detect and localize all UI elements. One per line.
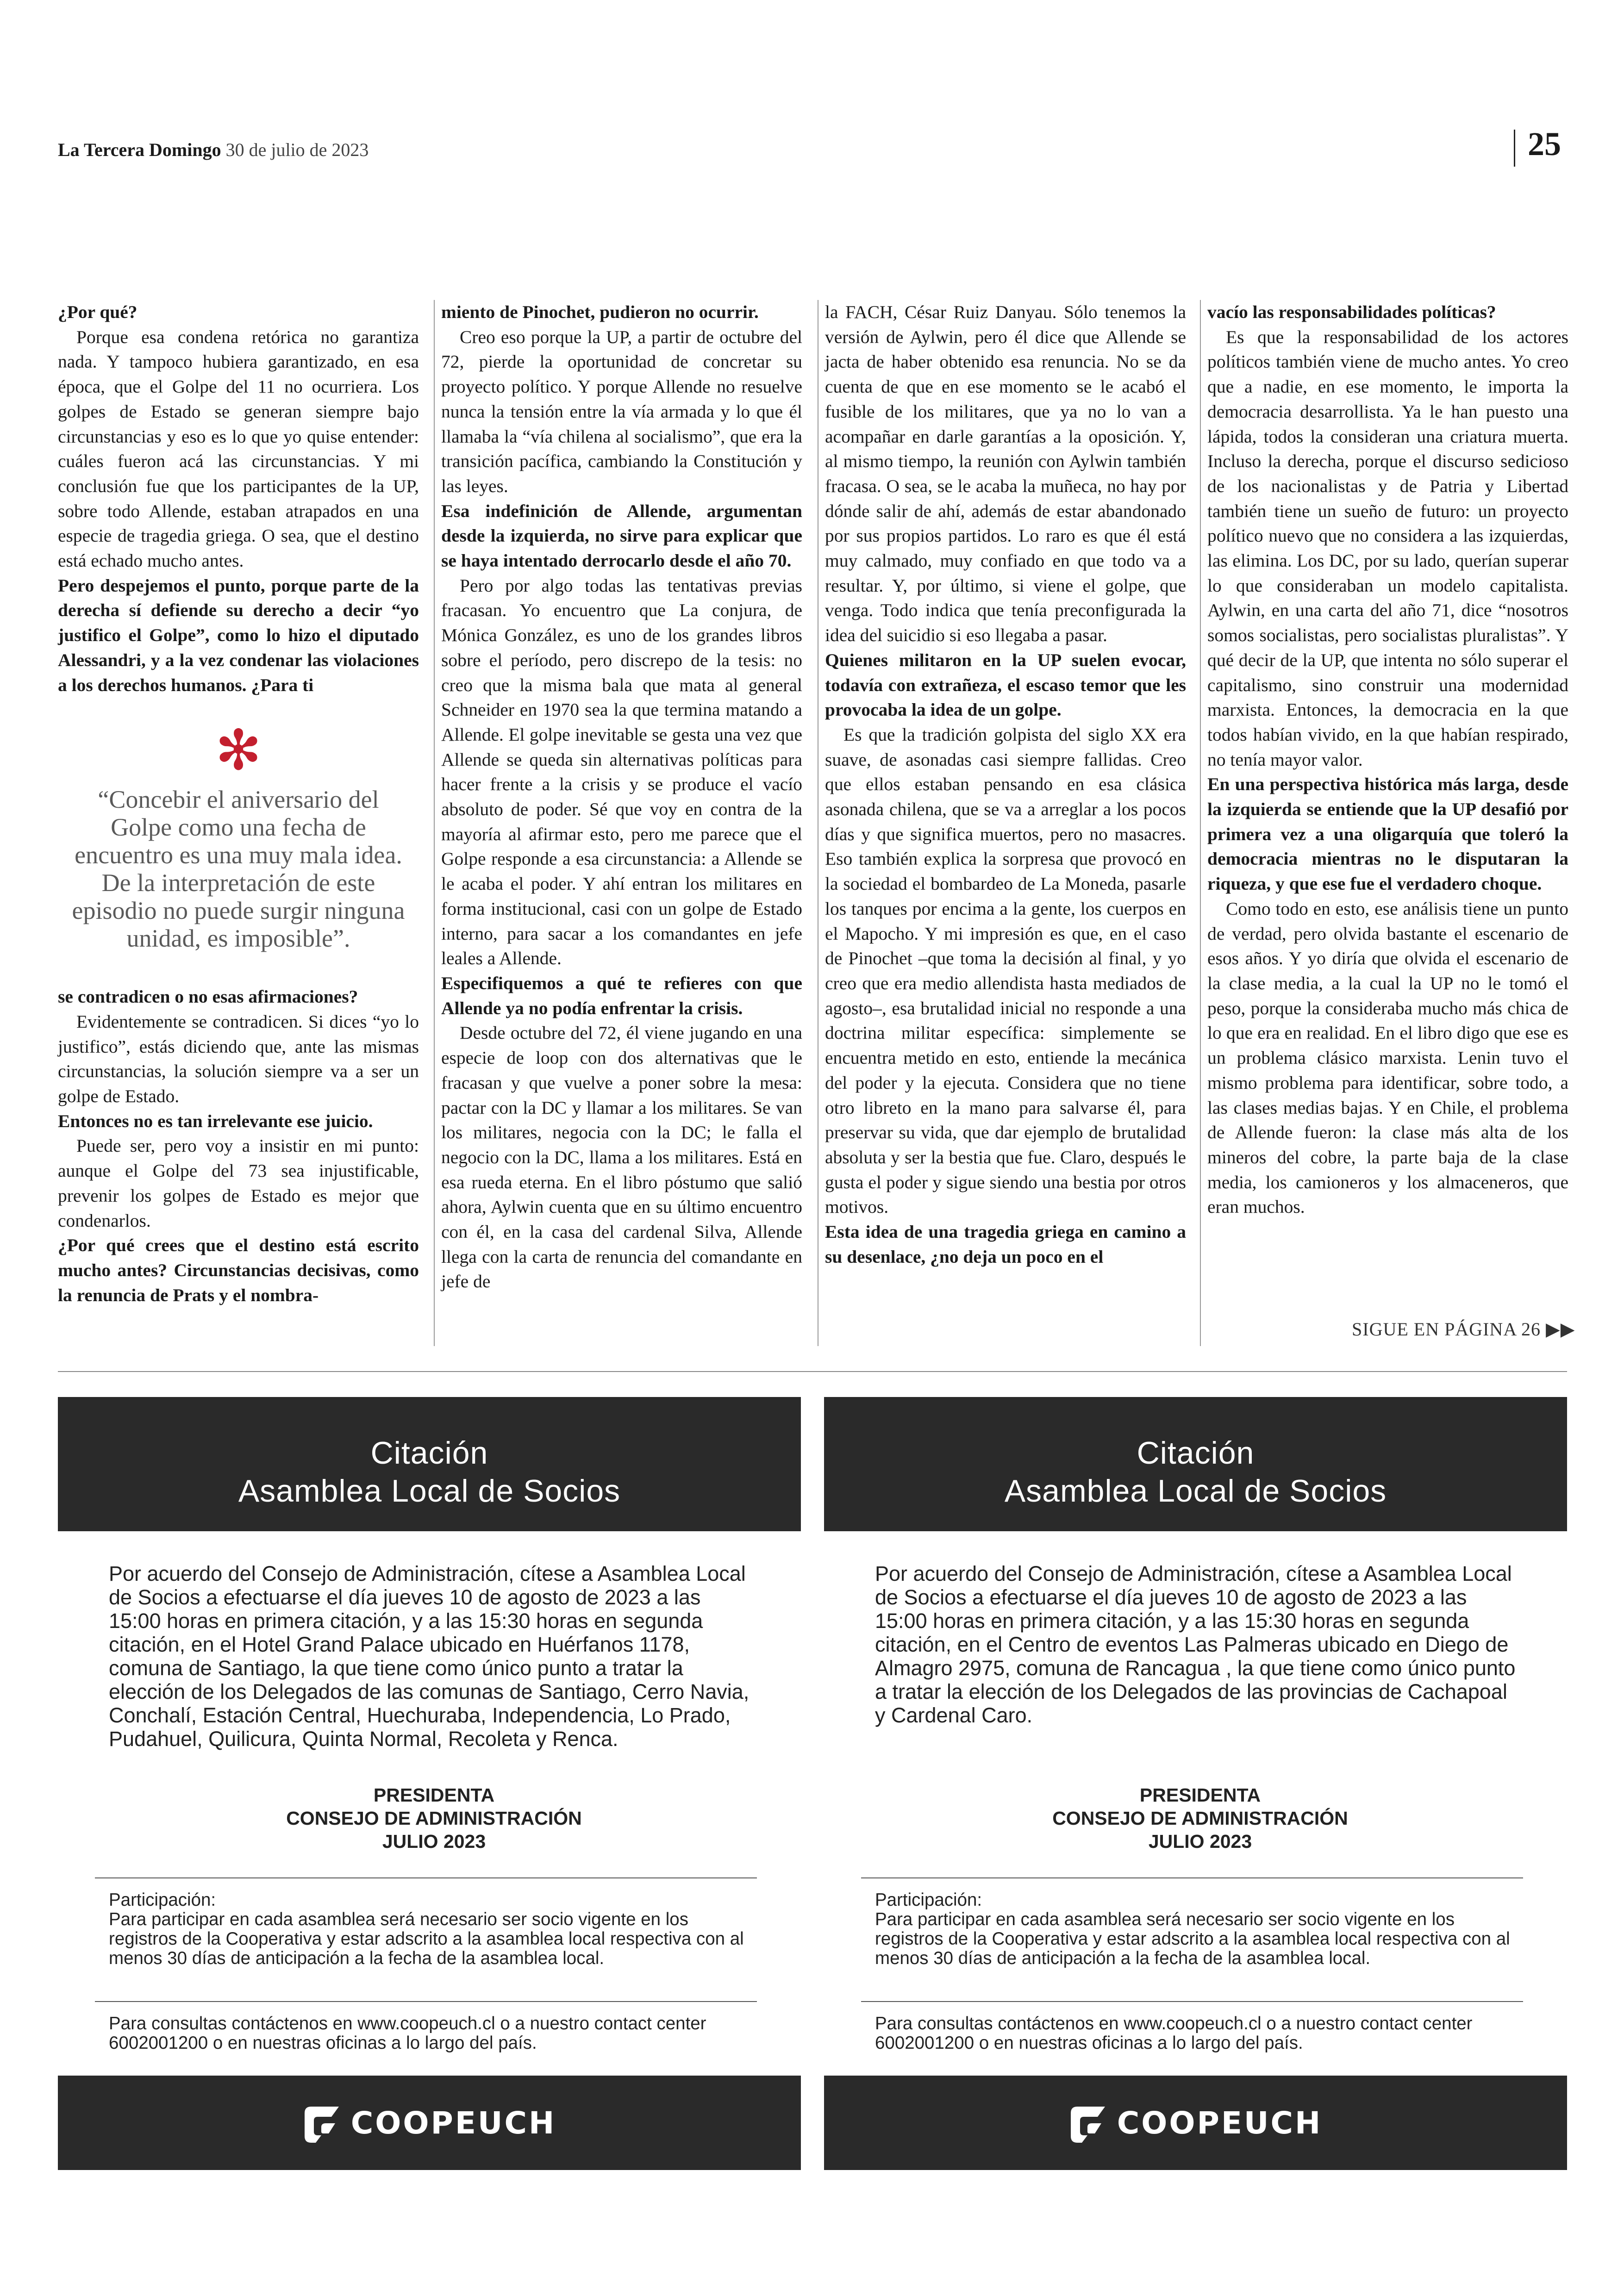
interview-question: Esta idea de una tragedia griega en camino a su desenlace, ¿no deja un poco en el [825, 1222, 1186, 1267]
pullquote: “Concebir el aniversario del Golpe como una fecha de encuentro es una muy mala idea. De la interpretación de este episodio no puede surgir ninguna unidad, es imposible”. [72, 786, 405, 953]
ad-footer [824, 2076, 1567, 2170]
col2-paragraphs [441, 300, 802, 1294]
asterisk-icon: ✻ [215, 718, 262, 783]
interview-question: En una perspectiva histórica más larga, desde la izquierda se entiende que la UP desafió por primera vez a una oligarquía que toleró la democracia mientras no le disputaran la riqueza, y que ese fue el verdadero choque. [1207, 774, 1568, 894]
ad-participation [109, 1890, 757, 1968]
continued-on-page: SIGUE EN PÁGINA 26 ▶▶ [1352, 1319, 1575, 1340]
interview-answer: Como todo en esto, ese análisis tiene un punto de verdad, pero olvida bastante el escenario de esos años. Y yo diría que olvida el escenario de la clase media, a la cual la UP no le tomó el peso, porque la consideraba mucho más chica de lo que era en realidad. En el libro digo que ese es un problema clásico marxista. Lenin tuvo el mismo problema para identificar, sobre todo, a las clases medias bajas. Y en Chile, el problema de Allende fueron: la clase más alta de los mineros del cobre, la parte baja de la clase media, los camioneros y los almaceneros, que eran muchos. [1207, 898, 1568, 1217]
interview-question: vacío las responsabilidades políticas? [1207, 302, 1496, 322]
ad-rule [95, 2001, 757, 2002]
pullquote-block [58, 718, 419, 953]
col1b-paragraphs [58, 985, 419, 1308]
col4-paragraphs [1207, 300, 1568, 1220]
signature-org: CONSEJO DE ADMINISTRACIÓN [1052, 1808, 1348, 1829]
interview-question: Pero despejemos el punto, porque parte de la derecha sí defiende su derecho a decir “yo justifico el Golpe”, como lo hizo el diputado Alessandri, y a la vez condenar las violaciones a los derechos humanos. ¿Para ti [58, 575, 419, 695]
page-number: 25 [1528, 125, 1561, 162]
signature-role: PRESIDENTA [373, 1784, 495, 1806]
participation-title: Participación: [875, 1890, 982, 1910]
signature-role: PRESIDENTA [1139, 1784, 1261, 1806]
interview-question: miento de Pinochet, pudieron no ocurrir. [441, 302, 759, 322]
ad-rule [861, 1877, 1523, 1878]
article-column-4 [1207, 300, 1568, 1220]
interview-answer: Puede ser, pero voy a insistir en mi punto: aunque el Golpe del 73 sea injustificable, prevenir los golpes de Estado es mejor que condenarlos. [58, 1135, 419, 1231]
ad-footer [58, 2076, 801, 2170]
interview-answer: Es que la responsabilidad de los actores políticos también viene de mucho antes. Yo creo que a nadie, en ese momento, le importa la democracia desarrollista. Ya le han puesto una lápida, todos la consideran una criatura muerta. Incluso la derecha, porque el discurso sedicioso de los nacionalistas y de Patria y Libertad también tiene un sueño de futuro: un proyecto político nuevo que no considera a las izquierdas, las elimina. Los DC, por su lado, querían superar lo que consideraban un modelo capitalista. Aylwin, en una carta del año 71, dice “nosotros somos socialistas, pero socialistas pluralistas”. Y qué decir de la UP, que intenta no sólo superar el capitalismo, sino construir una modernidad marxista. Entonces, la democracia en la que todos habían vivido, en la que habían respirado, no tenía mayor valor. [1207, 326, 1568, 770]
ad-title: Citación [1137, 1435, 1255, 1471]
ad-contact: Para consultas contáctenos en www.coopeuch.cl o a nuestro contact center 6002001200 o en nuestras oficinas a lo largo del país. [875, 2014, 1473, 2053]
interview-answer: Creo eso porque la UP, a partir de octubre del 72, pierde la oportunidad de concretar su proyecto político. Y porque Allende no resuelve nunca la tensión entre la vía armada y lo que él llamaba la “vía chilena al socialismo”, que era la transición pacífica, cambiando la Constitución y las leyes. [441, 326, 802, 496]
participation-body: Para participar en cada asamblea será necesario ser socio vigente en los registros de la Cooperativa y estar adscrito a la asamblea local respectiva con al menos 30 días de anticipación a la fecha de la asamblea local. [109, 1909, 744, 1968]
ad-rule [95, 1877, 757, 1878]
interview-question: Quienes militaron en la UP suelen evocar, todavía con extrañeza, el escaso temor que les provocaba la idea de un golpe. [825, 649, 1186, 720]
interview-question: Esa indefinición de Allende, argumentan desde la izquierda, no sirve para explicar que se haya intentado derrocarlo desde el año 70. [441, 500, 802, 571]
ad-body: Por acuerdo del Consejo de Administración, cítese a Asamblea Local de Socios a efectuarse el día jueves 10 de agosto de 2023 a las 15:00 horas en primera citación, y a las 15:30 horas en segunda citación, en el Hotel Grand Palace ubicado en Huérfanos 1178, comuna de Santiago, la que tiene como único punto a tratar la elección de los Delegados de las comunas de Santiago, Cerro Navia, Conchalí, Estación Central, Huechuraba, Independencia, Lo Prado, Pudahuel, Quilicura, Quinta Normal, Recoleta y Renca. [109, 1562, 750, 1751]
interview-answer: Porque esa condena retórica no garantiza nada. Y tampoco hubiera garantizado, en esa época, que el Golpe del 11 no ocurriera. Los golpes de Estado se generan siempre bajo circunstancias y eso es lo que yo quise entender: cuáles fueron acá las circunstancias. Y mi conclusión fue que los participantes de la UP, sobre todo Allende, estaban atrapados en una especie de tragedia griega. O sea, que el destino está echado mucho antes. [58, 326, 419, 571]
ad-subtitle: Asamblea Local de Socios [1004, 1473, 1387, 1509]
ad-title: Citación [370, 1435, 488, 1471]
newspaper-name: La Tercera Domingo [58, 139, 221, 160]
coopeuch-ad-rancagua [824, 1397, 1567, 2170]
ad-header [58, 1397, 801, 1531]
signature-date: JULIO 2023 [1148, 1831, 1252, 1852]
interview-question: ¿Por qué crees que el destino está escrito mucho antes? Circunstancias decisivas, como la renuncia de Prats y el nombra- [58, 1235, 419, 1305]
masthead [58, 139, 369, 161]
column-divider [1200, 300, 1201, 1346]
participation-title: Participación: [109, 1890, 216, 1910]
coopeuch-logo [1069, 2103, 1322, 2143]
interview-answer: Es que la tradición golpista del siglo XX era suave, de asonadas casi siempre fallidas. Creo que ellos estaban pensando en esa clásica asonada chilena, que se va a arreglar a los pocos días y que significa muertos, pero no masacres. Eso también explica la sorpresa que provocó en la sociedad el bombardeo de La Moneda, pasarle los tanques por encima a la gente, los cuerpos en el Mapocho. Y mi impresión es que, en el caso de Pinochet –que toma la decisión al final, y yo creo que era medio allendista hasta mediados de agosto–, esa brutalidad inicial no responde a una doctrina militar específica: simplemente se encuentra metido en esto, entiende la mecánica del poder y la ejecuta. Considera que no tiene otro libreto en la mano para salvarse él, para preservar su vida, que dar ejemplo de brutalidad absoluta y ser la bestia que fue. Claro, después le gusta el poder y sigue siendo una bestia por otros motivos. [825, 724, 1186, 1217]
ad-header [824, 1397, 1567, 1531]
interview-answer: la FACH, César Ruiz Danyau. Sólo tenemos la versión de Aylwin, pero él dice que Allende se jacta de haber obtenido esa renuncia. No se da cuenta de que en ese momento se le acabó el fusible de los militares, que ya no lo van a acompañar en darle garantías a la oposición. Y, al mismo tiempo, la reunión con Aylwin también fracasa. O sea, se le acaba la muñeca, no hay por dónde salir de ahí, además de estar abandonado por sus propios partidos. Lo raro es que él está muy calmado, muy confiado en que todo va a resultar. Y, por último, si viene el golpe, que venga. Todo indica que tenía preconfigurada la idea del suicidio si eso llegaba a pasar. [825, 302, 1186, 646]
ad-subtitle: Asamblea Local de Socios [238, 1473, 621, 1509]
issue-date: 30 de julio de 2023 [225, 139, 369, 160]
signature-date: JULIO 2023 [382, 1831, 486, 1852]
coopeuch-wordmark: COOPEUCH [1117, 2105, 1323, 2141]
section-divider [58, 1371, 1567, 1372]
page-number-rule [1514, 130, 1515, 167]
participation-body: Para participar en cada asamblea será necesario ser socio vigente en los registros de la Cooperativa y estar adscrito a la asamblea local respectiva con al menos 30 días de anticipación a la fecha de la asamblea local. [875, 1909, 1510, 1968]
coopeuch-logo-icon [303, 2103, 343, 2143]
column-divider [434, 300, 435, 1346]
article-column-1 [58, 300, 419, 1308]
interview-question: se contradicen o no esas afirmaciones? [58, 986, 358, 1007]
ad-signature [824, 1784, 1567, 1853]
interview-question: ¿Por qué? [58, 302, 137, 322]
article-column-2 [441, 300, 802, 1294]
ad-rule [861, 2001, 1523, 2002]
interview-question: Especifiquemos a qué te refieres con que Allende ya no podía enfrentar la crisis. [441, 973, 802, 1018]
coopeuch-wordmark: COOPEUCH [350, 2105, 556, 2141]
col1-paragraphs [58, 300, 419, 698]
interview-answer: Pero por algo todas las tentativas previas fracasan. Yo encuentro que La conjura, de Mónica González, es uno de los grandes libros sobre el período, pero discrepo de la tesis: no creo que la misma bala que mata al general Schneider en 1970 sea la que termina matando a Allende. El golpe inevitable se gesta una vez que Allende se queda sin alternativas políticas para hacer frente a la crisis y se produce el vacío absoluto de poder. Sé que voy en contra de la mayoría al afirmar esto, pero me parece que el Golpe responde a esa circunstancia: a Allende se le acaba el poder. Y ahí entran los militares en forma institucional, casi con un golpe de Estado interno, para sacar a los comandantes en jefe leales a Allende. [441, 575, 802, 969]
signature-org: CONSEJO DE ADMINISTRACIÓN [286, 1808, 582, 1829]
col3-paragraphs [825, 300, 1186, 1269]
ad-contact: Para consultas contáctenos en www.coopeuch.cl o a nuestro contact center 6002001200 o en nuestras oficinas a lo largo del país. [109, 2014, 706, 2053]
coopeuch-ad-santiago [58, 1397, 801, 2170]
coopeuch-logo-icon [1069, 2103, 1109, 2143]
article-column-3 [825, 300, 1186, 1269]
interview-question: Entonces no es tan irrelevante ese juicio. [58, 1110, 373, 1131]
coopeuch-logo [303, 2103, 556, 2143]
interview-answer: Desde octubre del 72, él viene jugando en una especie de loop con dos alternativas que le fracasan y que vuelve a poner sobre la mesa: pactar con la DC y llamar a los militares. Se van los militares, negocia con la DC; le falla el negocio con la DC, llama a los militares. Está en esa rueda eterna. En el libro póstumo que salió ahora, Aylwin cuenta que en su último encuentro con él, en la casa del cardenal Silva, Allende llega con la carta de renuncia del comandante en jefe de [441, 1023, 802, 1292]
interview-answer: Evidentemente se contradicen. Si dices “yo lo justifico”, estás diciendo que, ante las mismas circunstancias, la solución siempre va a ser un golpe de Estado. [58, 1011, 419, 1107]
ad-body: Por acuerdo del Consejo de Administración, cítese a Asamblea Local de Socios a efectuarse el día jueves 10 de agosto de 2023 a las 15:00 horas en primera citación, y a las 15:30 horas en segunda citación, en el Centro de eventos Las Palmeras ubicado en Diego de Almagro 2975, comuna de Rancagua , la que tiene como único punto a tratar la elección de los Delegados de las provincias de Cachapoal y Cardenal Caro. [875, 1562, 1516, 1727]
ad-participation [875, 1890, 1523, 1968]
ad-signature [58, 1784, 801, 1853]
